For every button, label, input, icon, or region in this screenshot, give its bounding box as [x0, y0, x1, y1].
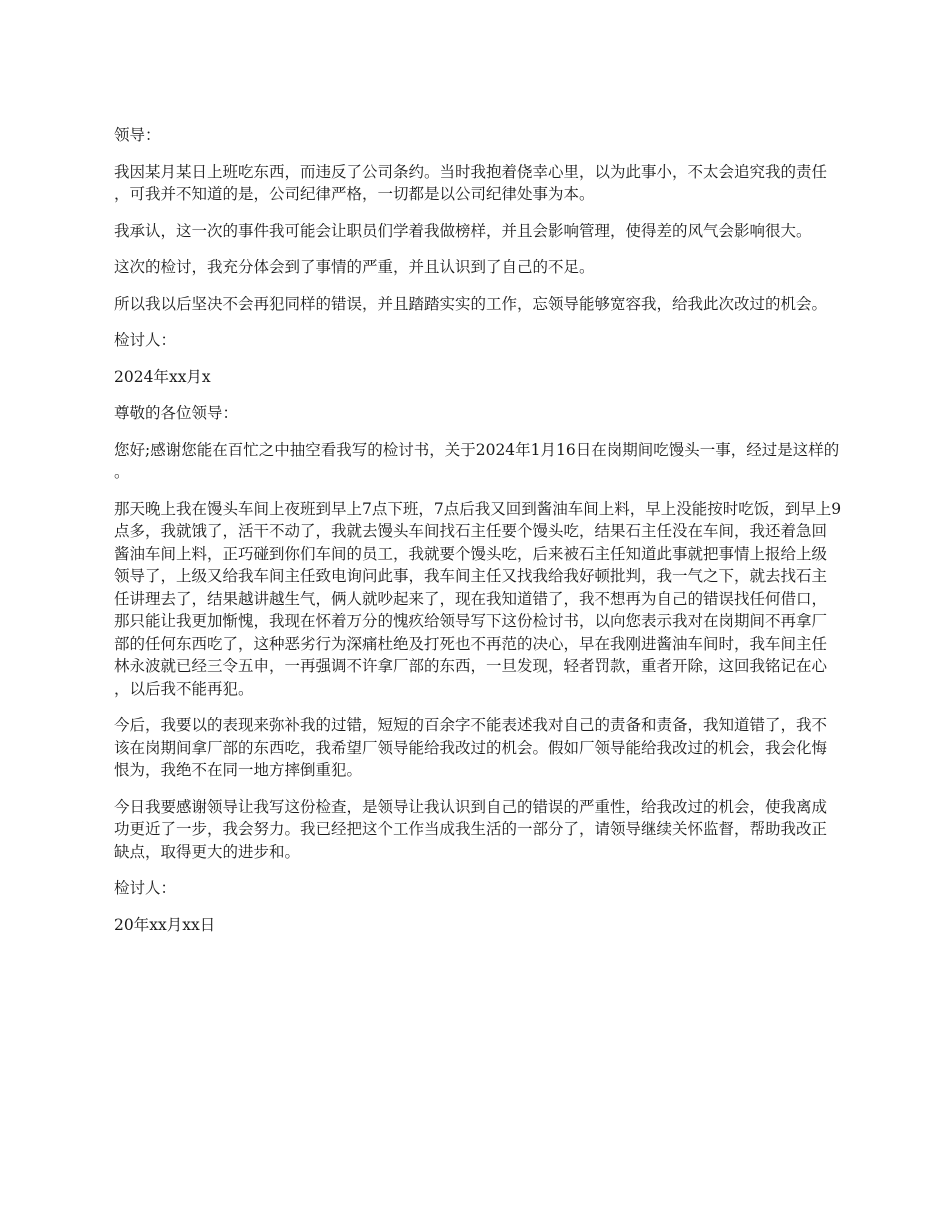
paragraph-admission: 我承认，这一次的事件我可能会让职员们学着我做榜样，并且会影响管理，使得差的风气会影响很大。 — [114, 221, 812, 240]
signature-label-2: 检讨人： — [114, 879, 177, 897]
date-line-2: 20年xx月xx日 — [114, 915, 216, 934]
document-body — [114, 124, 842, 950]
paragraph-incident: 我因某月某日上班吃东西，而违反了公司条约。当时我抱着侥幸心里，以为此事小，不太会追究我的责任，可我并不知道的是，公司纪律严格，一切都是以公司纪律处事为本。 — [114, 162, 828, 203]
paragraph-account: 那天晚上我在馒头车间上夜班到早上7点下班，7点后我又回到酱油车间上料，早上没能按时吃饭，到早上9点多，我就饿了，活干不动了，我就去馒头车间找石主任要个馒头吃，结果石主任没在车间，我还着急回酱油车间上料，正巧碰到你们车间的员工，我就要个馒头吃，后来被石主任知道此事就把事情上报给上级领导了，上级又给我车间主任致电询问此事，我车间主任又找我给我好顿批判，我一气之下，就去找石主任讲理去了，结果越讲越生气，俩人就吵起来了，现在我知道错了，我不想再为自己的错误找任何借口，那只能让我更加惭愧，我现在怀着万分的愧疚给领导写下这份检讨书，以向您表示我对在岗期间不再拿厂部的任何东西吃了，这种恶劣行为深痛杜绝及打死也不再范的决心，早在我刚进酱油车间时，我车间主任林永波就已经三令五申，一再强调不许拿厂部的东西，一旦发现，轻者罚款，重者开除，这回我铭记在心，以后我不能再犯。 — [114, 499, 842, 698]
paragraph-promise: 所以我以后坚决不会再犯同样的错误，并且踏踏实实的工作，忘领导能够宽容我，给我此次改过的机会。 — [114, 294, 828, 313]
date-line-1: 2024年xx月x — [114, 367, 211, 386]
salutation-leaders: 尊敬的各位领导： — [114, 404, 239, 422]
paragraph-thanks: 今日我要感谢领导让我写这份检查，是领导让我认识到自己的错误的严重性，给我改过的机会，使我离成功更近了一步，我会努力。我已经把这个工作当成我生活的一部分了，请领导继续关怀监督，帮助我改正缺点，取得更大的进步和。 — [114, 797, 828, 861]
signature-label-1: 检讨人： — [114, 331, 177, 349]
paragraph-greeting: 您好;感谢您能在百忙之中抽空看我写的检讨书，关于2024年1月16日在岗期间吃馒头一事，经过是这样的。 — [114, 440, 840, 481]
paragraph-future: 今后，我要以的表现来弥补我的过错，短短的百余字不能表述我对自己的责备和责备，我知道错了，我不该在岗期间拿厂部的东西吃，我希望厂领导能给我改过的机会。假如厂领导能给我改过的机会，我会化悔恨为，我绝不在同一地方摔倒重犯。 — [114, 716, 828, 779]
salutation-leader: 领导： — [114, 126, 161, 144]
paragraph-reflection: 这次的检讨，我充分体会到了事情的严重，并且认识到了自己的不足。 — [114, 258, 595, 276]
